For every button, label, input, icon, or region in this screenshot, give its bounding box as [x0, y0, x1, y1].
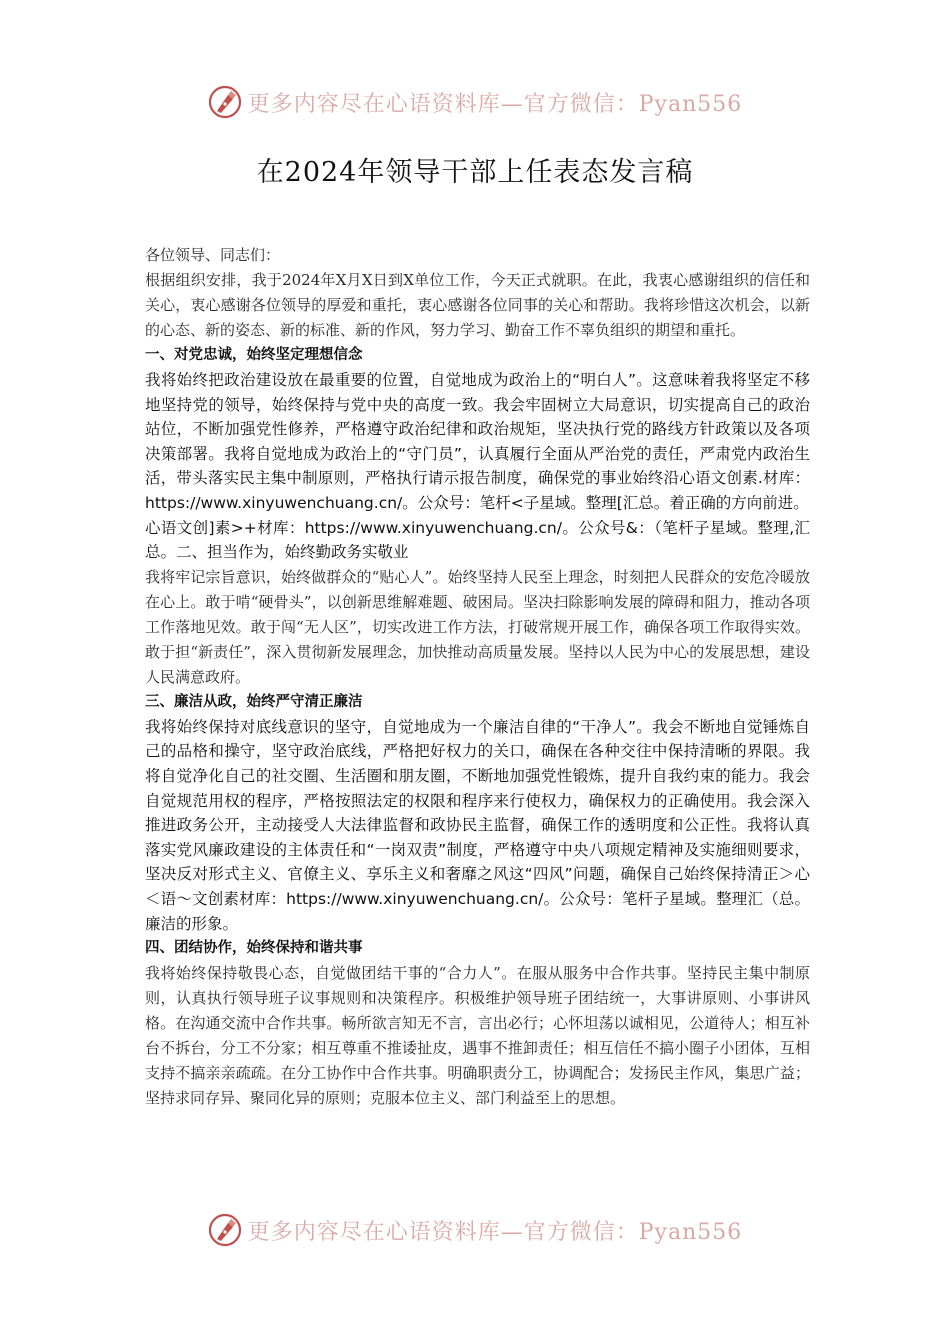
- section-1-paragraph-2: 心语文创]素>+材库：https://www.xinyuwenchuang.cn/。公众号&：（笔杆子星域。整理,汇总。二、担当作为，始终勤政务实敬业: [145, 518, 810, 562]
- banner-text: 更多内容尽在心语资料库—官方微信：Pyan556: [247, 1219, 743, 1245]
- pen-nib-logo-icon: [208, 1213, 242, 1247]
- pen-nib-logo-icon: [208, 85, 242, 119]
- intro-paragraph: 根据组织安排，我于2024年X月X日到X单位工作，今天正式就职。在此，我衷心感谢组织的信任和关心，衷心感谢各位领导的厚爱和重托，衷心感谢各位同事的关心和帮助。我将珍惜这次机会，以新的心态、新的姿态、新的标准、新的作风，努力学习、勤奋工作不辜负组织的期望和重托。: [145, 271, 810, 339]
- section-2-paragraph: 我将牢记宗旨意识，始终做群众的“贴心人”。始终坚持人民至上理念，时刻把人民群众的安危冷暖放在心上。敢于啃“硬骨头”，以创新思维解难题、破困局。坚决扫除影响发展的障碍和阻力，推动各项工作落地见效。敢于闯“无人区”，切实改进工作方法，打破常规开展工作，确保各项工作取得实效。敢于担“新责任”，深入贯彻新发展理念，加快推动高质量发展。坚持以人民为中心的发展思想，建设人民满意政府。: [145, 567, 810, 686]
- document-body: [145, 243, 810, 1111]
- section-1-heading: 一、对党忠诚，始终坚定理想信念: [145, 347, 363, 363]
- header-watermark-banner: [0, 82, 950, 122]
- section-1-paragraph: 我将始终把政治建设放在最重要的位置，自觉地成为政治上的“明白人”。这意味着我将坚定不移地坚持党的领导，始终保持与党中央的高度一致。我会牢固树立大局意识，切实提高自己的政治站位，不断加强党性修养，严格遵守政治纪律和政治规矩，坚决执行党的路线方针政策以及各项决策部署。我将自觉地成为政治上的“守门员”，认真履行全面从严治党的责任，严肃党内政治生活，带头落实民主集中制原则，严格执行请示报告制度，确保党的事业始终沿心语文创素.材库：https://www.xinyuwenchuang.cn/。公众号：笔杆<子星域。整理[汇总。着正确的方向前进。: [145, 371, 810, 512]
- footer-watermark-banner: [0, 1210, 950, 1250]
- greeting: 各位领导、同志们：: [145, 246, 281, 264]
- section-4-heading: 四、团结协作，始终保持和谐共事: [145, 940, 363, 957]
- banner-text: 更多内容尽在心语资料库—官方微信：Pyan556: [247, 91, 743, 117]
- section-3-paragraph: 我将始终保持对底线意识的坚守，自觉地成为一个廉洁自律的“干净人”。我会不断地自觉锤炼自己的品格和操守，坚守政治底线，严格把好权力的关口，确保在各种交往中保持清晰的界限。我将自觉净化自己的社交圈、生活圈和朋友圈，不断地加强党性锻炼，提升自我约束的能力。我会自觉规范用权的程序，严格按照法定的权限和程序来行使权力，确保权力的正确使用。我会深入推进政务公开，主动接受人大法律监督和政协民主监督，确保工作的透明度和公正性。我将认真落实党风廉政建设的主体责任和“一岗双责”制度，严格遵守中央八项规定精神及实施细则要求，坚决反对形式主义、官僚主义、享乐主义和奢靡之风这“四风”问题，确保自己始终保持清正＞心＜语～文创素材库：https://www.xinyuwenchuang.cn/。公众号：笔杆子星域。整理汇（总。廉洁的形象。: [145, 717, 810, 933]
- section-3-heading: 三、廉洁从政，始终严守清正廉洁: [145, 693, 363, 710]
- document-title: 在2024年领导干部上任表态发言稿: [256, 157, 694, 188]
- section-4-paragraph: 我将始终保持敬畏心态，自觉做团结干事的“合力人”。在服从服务中合作共事。坚持民主集中制原则，认真执行领导班子议事规则和决策程序。积极维护领导班子团结统一，大事讲原则、小事讲风格。在沟通交流中合作共事。畅所欲言知无不言，言出必行；心怀坦荡以诚相见，公道待人；相互补台不拆台，分工不分家；相互尊重不推诿扯皮，遇事不推卸责任；相互信任不搞小圈子小团体，互相支持不搞亲亲疏疏。在分工协作中合作共事。明确职责分工，协调配合；发扬民主作风，集思广益；坚持求同存异、聚同化异的原则；克服本位主义、部门利益至上的思想。: [145, 964, 810, 1108]
